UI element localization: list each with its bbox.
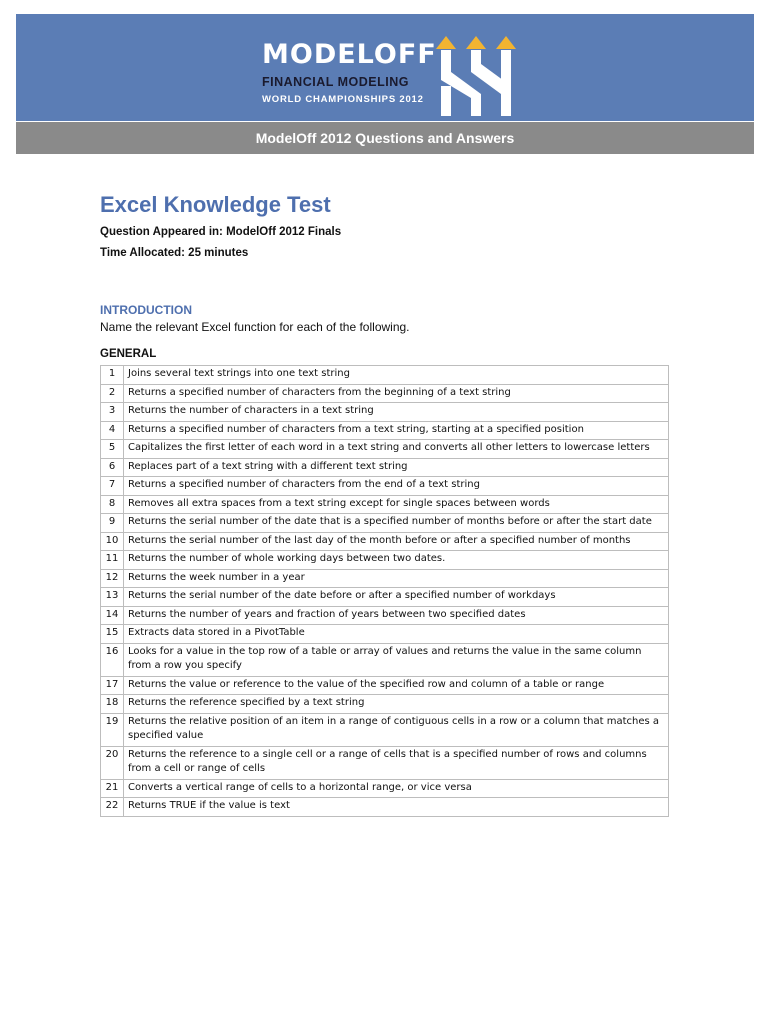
table-row <box>101 643 669 676</box>
table-row <box>101 676 669 695</box>
logo-sub2: WORLD CHAMPIONSHIPS 2012 <box>262 94 424 105</box>
intro-text: Name the relevant Excel function for each of the following. <box>100 320 410 334</box>
table-row <box>101 606 669 625</box>
question-number: 5 <box>101 440 124 459</box>
question-number: 15 <box>101 625 124 644</box>
table-row <box>101 569 669 588</box>
question-text: Returns a specified number of characters from the beginning of a text string <box>124 384 669 403</box>
question-number: 18 <box>101 695 124 714</box>
question-text: Converts a vertical range of cells to a horizontal range, or vice versa <box>124 779 669 798</box>
question-number: 9 <box>101 514 124 533</box>
table-row <box>101 477 669 496</box>
question-text: Returns the serial number of the date before or after a specified number of workdays <box>124 588 669 607</box>
question-number: 2 <box>101 384 124 403</box>
intro-heading: INTRODUCTION <box>100 303 192 317</box>
question-text: Joins several text strings into one text string <box>124 366 669 385</box>
question-number: 3 <box>101 403 124 422</box>
table-row <box>101 403 669 422</box>
modeloff-logo-icon <box>436 36 516 116</box>
question-text: Removes all extra spaces from a text string except for single spaces between words <box>124 495 669 514</box>
subtitle-bar: ModelOff 2012 Questions and Answers <box>16 122 754 154</box>
table-row <box>101 366 669 385</box>
question-text: Returns the number of years and fraction of years between two specified dates <box>124 606 669 625</box>
question-text: Returns the reference to a single cell or a range of cells that is a specified number of rows and columns from a cell or range of cells <box>124 746 669 779</box>
question-number: 4 <box>101 421 124 440</box>
question-appeared: Question Appeared in: ModelOff 2012 Finals <box>100 226 342 238</box>
general-heading: GENERAL <box>100 348 157 360</box>
question-text: Returns the number of characters in a text string <box>124 403 669 422</box>
question-number: 7 <box>101 477 124 496</box>
table-row <box>101 495 669 514</box>
question-text: Returns TRUE if the value is text <box>124 798 669 817</box>
question-number: 22 <box>101 798 124 817</box>
table-row <box>101 551 669 570</box>
question-number: 17 <box>101 676 124 695</box>
table-row <box>101 588 669 607</box>
table-row <box>101 440 669 459</box>
table-row <box>101 421 669 440</box>
question-number: 12 <box>101 569 124 588</box>
logo-text <box>262 40 437 106</box>
question-number: 20 <box>101 746 124 779</box>
table-row <box>101 713 669 746</box>
question-text: Returns a specified number of characters from a text string, starting at a specified position <box>124 421 669 440</box>
time-allocated: Time Allocated: 25 minutes <box>100 247 249 259</box>
question-text: Returns the serial number of the date that is a specified number of months before or after the start date <box>124 514 669 533</box>
logo-sub1: FINANCIAL MODELING <box>262 75 409 89</box>
question-text: Replaces part of a text string with a different text string <box>124 458 669 477</box>
question-text: Returns the serial number of the last day of the month before or after a specified number of months <box>124 532 669 551</box>
question-text: Returns the relative position of an item in a range of contiguous cells in a row or a column that matches a specified value <box>124 713 669 746</box>
question-number: 6 <box>101 458 124 477</box>
header-banner <box>16 14 754 121</box>
question-number: 10 <box>101 532 124 551</box>
question-text: Returns the number of whole working days between two dates. <box>124 551 669 570</box>
table-row <box>101 458 669 477</box>
question-text: Capitalizes the first letter of each word in a text string and converts all other letters to lowercase letters <box>124 440 669 459</box>
questions-table <box>100 365 669 817</box>
question-number: 1 <box>101 366 124 385</box>
question-text: Extracts data stored in a PivotTable <box>124 625 669 644</box>
question-text: Returns the value or reference to the value of the specified row and column of a table or range <box>124 676 669 695</box>
question-number: 21 <box>101 779 124 798</box>
question-number: 19 <box>101 713 124 746</box>
table-row <box>101 779 669 798</box>
question-number: 16 <box>101 643 124 676</box>
table-row <box>101 798 669 817</box>
logo-main: MODELOFF <box>262 39 437 70</box>
question-number: 8 <box>101 495 124 514</box>
question-number: 14 <box>101 606 124 625</box>
question-number: 11 <box>101 551 124 570</box>
table-row <box>101 514 669 533</box>
question-text: Returns the reference specified by a text string <box>124 695 669 714</box>
table-row <box>101 625 669 644</box>
table-row <box>101 746 669 779</box>
question-text: Looks for a value in the top row of a table or array of values and returns the value in the same column from a row you specify <box>124 643 669 676</box>
question-text: Returns a specified number of characters from the end of a text string <box>124 477 669 496</box>
table-row <box>101 532 669 551</box>
question-text: Returns the week number in a year <box>124 569 669 588</box>
page-title: Excel Knowledge Test <box>100 192 331 217</box>
table-row <box>101 384 669 403</box>
table-row <box>101 695 669 714</box>
question-number: 13 <box>101 588 124 607</box>
